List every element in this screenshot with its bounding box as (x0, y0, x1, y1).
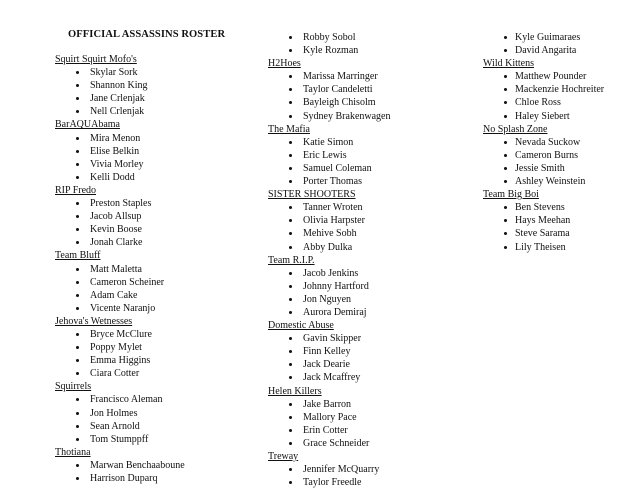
member-item (268, 332, 362, 345)
member-name: Jake Barron (303, 398, 352, 410)
bullet-icon (289, 75, 292, 78)
member-list (55, 263, 165, 315)
team-name: H2Hoes (268, 58, 301, 70)
member-item (483, 175, 586, 188)
bullet-icon (76, 268, 79, 271)
member-name: Kevin Boose (90, 224, 142, 236)
bullet-icon (289, 311, 292, 314)
bullet-icon (76, 228, 79, 231)
team-name: No Splash Zone (483, 123, 548, 135)
member-item (268, 411, 356, 424)
member-list (55, 132, 144, 184)
bullet-icon (289, 246, 292, 249)
member-name: Grace Schneider (303, 437, 370, 449)
team-name: SISTER SHOOTERS (268, 189, 356, 201)
member-item (268, 31, 356, 44)
team-name: Helen Killers (268, 385, 322, 397)
bullet-icon (76, 281, 79, 284)
bullet-icon (76, 215, 79, 218)
member-item (268, 476, 362, 489)
member-list (55, 393, 163, 445)
bullet-icon (76, 84, 79, 87)
member-name: Ben Stevens (515, 202, 565, 214)
member-name: Mackenzie Hochreiter (515, 84, 605, 96)
member-name: Katie Simon (303, 136, 354, 148)
member-item (268, 358, 356, 371)
member-list (483, 31, 581, 57)
member-item (55, 223, 142, 236)
member-list (268, 463, 380, 489)
roster-column-2 (268, 31, 391, 489)
bullet-icon (504, 232, 507, 235)
bullet-icon (76, 163, 79, 166)
bullet-icon (289, 206, 292, 209)
member-item (268, 371, 361, 384)
member-name: Kyle Guimaraes (515, 32, 581, 43)
team-name: Team R.I.P. (268, 254, 315, 266)
member-name: Francisco Aleman (90, 394, 163, 406)
member-name: Jennifer McQuarry (303, 464, 380, 476)
member-name: David Angarita (515, 45, 577, 57)
member-item (55, 276, 165, 289)
bullet-icon (504, 101, 507, 104)
member-item (55, 393, 163, 406)
bullet-icon (289, 376, 292, 379)
bullet-icon (76, 150, 79, 153)
roster-column-3 (483, 31, 605, 254)
bullet-icon (504, 115, 507, 118)
bullet-icon (289, 285, 292, 288)
member-name: Jon Holmes (90, 407, 138, 419)
bullet-icon (289, 36, 292, 39)
member-name: Steve Sarama (515, 228, 570, 240)
bullet-icon (289, 429, 292, 432)
member-item (268, 437, 370, 450)
member-name: Olivia Harpster (303, 215, 365, 227)
member-name: Jacob Jenkins (303, 267, 359, 279)
member-name: Mallory Pace (303, 411, 357, 423)
member-item (55, 472, 158, 485)
member-item (55, 263, 142, 276)
member-name: Sean Arnold (90, 420, 140, 432)
bullet-icon (504, 141, 507, 144)
member-item (55, 145, 140, 158)
team-group (55, 118, 144, 183)
member-name: Samuel Coleman (303, 162, 372, 174)
member-item (55, 79, 148, 92)
member-list (268, 398, 370, 450)
member-name: Tom Stumppff (90, 433, 149, 445)
team-name: Wild Kittens (483, 58, 534, 70)
member-name: Preston Staples (90, 198, 152, 210)
team-group (483, 188, 571, 253)
bullet-icon (289, 88, 292, 91)
member-item (55, 367, 140, 380)
bullet-icon (76, 137, 79, 140)
member-name: Matt Maletta (90, 263, 142, 275)
bullet-icon (76, 294, 79, 297)
member-name: Erin Cotter (303, 424, 348, 436)
member-name: Tanner Wroten (303, 202, 363, 214)
member-item (55, 236, 143, 249)
member-item (268, 293, 356, 306)
bullet-icon (289, 403, 292, 406)
member-item (268, 96, 376, 109)
member-name: Elise Belkin (90, 145, 140, 157)
member-item (55, 407, 137, 420)
bullet-icon (289, 232, 292, 235)
member-name: Nevada Suckow (515, 136, 581, 148)
member-name: Robby Sobol (303, 32, 356, 43)
team-name: BarAQUAbama (55, 119, 120, 131)
member-item (55, 341, 142, 354)
member-item (268, 149, 356, 162)
member-list (268, 70, 391, 122)
team-name: Jehova's Wetnesses (55, 315, 133, 327)
member-name: Jessie Smith (515, 162, 565, 174)
member-name: Skylar Sork (90, 67, 138, 79)
member-item (55, 289, 137, 302)
member-name: Marissa Marringer (303, 71, 378, 83)
member-item (483, 31, 581, 44)
member-name: Jacob Allsup (90, 211, 142, 223)
member-item (268, 110, 391, 123)
member-item (268, 267, 359, 280)
member-name: Adam Cake (90, 289, 138, 301)
team-group (55, 315, 152, 380)
member-item (483, 44, 577, 57)
member-name: Vicente Naranjo (90, 302, 156, 314)
member-name: Bayleigh Chisolm (303, 97, 376, 109)
member-list (268, 201, 365, 253)
bullet-icon (76, 333, 79, 336)
member-name: Taylor Freedle (303, 477, 362, 489)
member-item (55, 92, 145, 105)
member-item (483, 214, 571, 227)
member-name: Jonah Clarke (90, 237, 143, 249)
member-item (483, 201, 565, 214)
bullet-icon (76, 412, 79, 415)
bullet-icon (76, 372, 79, 375)
bullet-icon (76, 241, 79, 244)
bullet-icon (289, 219, 292, 222)
member-item (55, 132, 141, 145)
bullet-icon (76, 398, 79, 401)
bullet-icon (289, 167, 292, 170)
bullet-icon (289, 298, 292, 301)
member-item (55, 459, 185, 472)
member-item (268, 136, 356, 149)
bullet-icon (289, 101, 292, 104)
team-name: Treway (268, 451, 299, 462)
member-item (268, 214, 365, 227)
bullet-icon (504, 154, 507, 157)
member-name: Johnny Hartford (303, 280, 369, 292)
member-list (55, 66, 148, 118)
member-name: Jane Crlenjak (90, 93, 145, 105)
member-item (268, 280, 369, 293)
bullet-icon (504, 206, 507, 209)
member-name: Lily Theisen (515, 241, 566, 253)
member-name: Porter Thomas (303, 176, 362, 188)
bullet-icon (76, 71, 79, 74)
member-name: Kyle Rozman (303, 45, 359, 57)
member-item (268, 241, 356, 254)
team-name: Team Bluff (55, 250, 101, 262)
member-item (483, 96, 561, 109)
member-name: Eric Lewis (303, 149, 347, 161)
roster-title: OFFICIAL ASSASSINS ROSTER (68, 29, 226, 40)
member-item (268, 175, 362, 188)
member-list (268, 267, 369, 319)
member-item (55, 328, 152, 341)
bullet-icon (76, 202, 79, 205)
roster-column-1 (55, 53, 185, 485)
member-item (55, 105, 145, 118)
member-item (55, 171, 137, 184)
bullet-icon (76, 110, 79, 113)
member-name: Jack Mcaffrey (303, 372, 361, 384)
member-name: Gavin Skipper (303, 333, 362, 345)
team-group (268, 254, 369, 319)
bullet-icon (504, 75, 507, 78)
member-item (483, 110, 570, 123)
member-name: Bryce McClure (90, 328, 152, 340)
member-item (483, 70, 587, 83)
team-group (55, 380, 163, 445)
member-name: Shannon King (90, 80, 148, 92)
member-name: Marwan Benchaaboune (90, 459, 185, 471)
member-list (483, 201, 571, 253)
bullet-icon (76, 307, 79, 310)
bullet-icon (76, 425, 79, 428)
member-item (483, 162, 565, 175)
member-item (268, 227, 356, 240)
member-name: Jon Nguyen (303, 293, 352, 305)
bullet-icon (289, 442, 292, 445)
member-item (483, 149, 579, 162)
member-list (483, 136, 586, 188)
member-item (268, 463, 380, 476)
member-name: Haley Siebert (515, 110, 570, 122)
team-name: Thotiana (55, 446, 91, 458)
member-list (268, 31, 359, 57)
member-item (483, 227, 570, 240)
member-name: Mehive Sobh (303, 228, 357, 240)
team-group (268, 385, 370, 450)
member-name: Chloe Ross (515, 97, 561, 109)
member-item (483, 241, 566, 254)
team-group (268, 319, 362, 384)
team-group (55, 249, 165, 314)
team-name: Team Big Boi (483, 189, 539, 201)
member-name: Mira Menon (90, 132, 141, 144)
member-name: Finn Kelley (303, 346, 351, 358)
member-name: Cameron Burns (515, 149, 579, 161)
team-group (483, 123, 586, 188)
bullet-icon (76, 346, 79, 349)
member-name: Harrison Duparq (90, 473, 158, 484)
member-item (55, 210, 142, 223)
bullet-icon (289, 416, 292, 419)
team-group (483, 57, 605, 122)
member-item (55, 197, 152, 210)
member-item (268, 44, 359, 57)
member-name: Kelli Dodd (90, 171, 135, 183)
team-group (268, 188, 365, 253)
member-list (268, 136, 372, 188)
bullet-icon (289, 350, 292, 353)
member-list (268, 332, 362, 384)
member-list (55, 459, 185, 485)
bullet-icon (504, 180, 507, 183)
member-item (268, 70, 378, 83)
team-name: Squirrels (55, 381, 92, 393)
team-name: Squirt Squirt Mofo's (55, 54, 137, 65)
bullet-icon (76, 176, 79, 179)
bullet-icon (504, 88, 507, 91)
bullet-icon (289, 49, 292, 52)
bullet-icon (289, 115, 292, 118)
bullet-icon (289, 337, 292, 340)
member-item (483, 83, 605, 96)
bullet-icon (289, 363, 292, 366)
member-name: Jack Dearie (303, 359, 350, 371)
member-item (55, 354, 151, 367)
member-item (268, 424, 356, 437)
bullet-icon (289, 468, 292, 471)
bullet-icon (504, 167, 507, 170)
bullet-icon (76, 477, 79, 480)
member-item (55, 66, 137, 79)
bullet-icon (289, 481, 292, 484)
bullet-icon (289, 154, 292, 157)
team-group (268, 57, 391, 122)
member-item (483, 136, 581, 149)
member-item (268, 345, 356, 358)
bullet-icon (504, 49, 507, 52)
member-name: Vivia Morley (90, 158, 144, 170)
team-name: The Mafia (268, 123, 310, 135)
member-name: Ciara Cotter (90, 368, 140, 380)
member-item (55, 158, 144, 171)
bullet-icon (289, 180, 292, 183)
bullet-icon (289, 272, 292, 275)
member-name: Abby Dulka (303, 241, 353, 253)
bullet-icon (504, 246, 507, 249)
member-item (55, 433, 149, 446)
member-item (268, 398, 356, 411)
bullet-icon (76, 97, 79, 100)
member-name: Cameron Scheiner (90, 276, 165, 288)
member-item (268, 83, 373, 96)
member-list (483, 70, 605, 122)
member-item (268, 306, 367, 319)
bullet-icon (504, 36, 507, 39)
bullet-icon (504, 219, 507, 222)
bullet-icon (289, 141, 292, 144)
team-name: RIP Fredo (55, 184, 97, 196)
member-list (55, 328, 152, 380)
member-item (268, 162, 372, 175)
team-group (55, 446, 185, 485)
team-group (55, 53, 148, 118)
member-item (55, 420, 140, 433)
member-name: Ashley Weinstein (515, 176, 586, 188)
bullet-icon (76, 464, 79, 467)
team-group (268, 123, 372, 188)
member-list (55, 197, 152, 249)
team-name: Domestic Abuse (268, 320, 334, 332)
member-name: Aurora Demiraj (303, 306, 367, 318)
team-group (268, 450, 380, 489)
team-group (55, 184, 152, 249)
member-name: Nell Crlenjak (90, 106, 145, 118)
member-name: Poppy Mylet (90, 342, 142, 354)
member-item (268, 201, 363, 214)
member-name: Taylor Candeletti (303, 84, 373, 96)
bullet-icon (76, 438, 79, 441)
member-name: Emma Higgins (90, 355, 151, 367)
member-item (55, 302, 156, 315)
member-name: Hays Meehan (515, 215, 571, 227)
member-name: Matthew Pounder (515, 71, 587, 83)
member-name: Sydney Brakenwagen (303, 110, 391, 122)
bullet-icon (76, 359, 79, 362)
